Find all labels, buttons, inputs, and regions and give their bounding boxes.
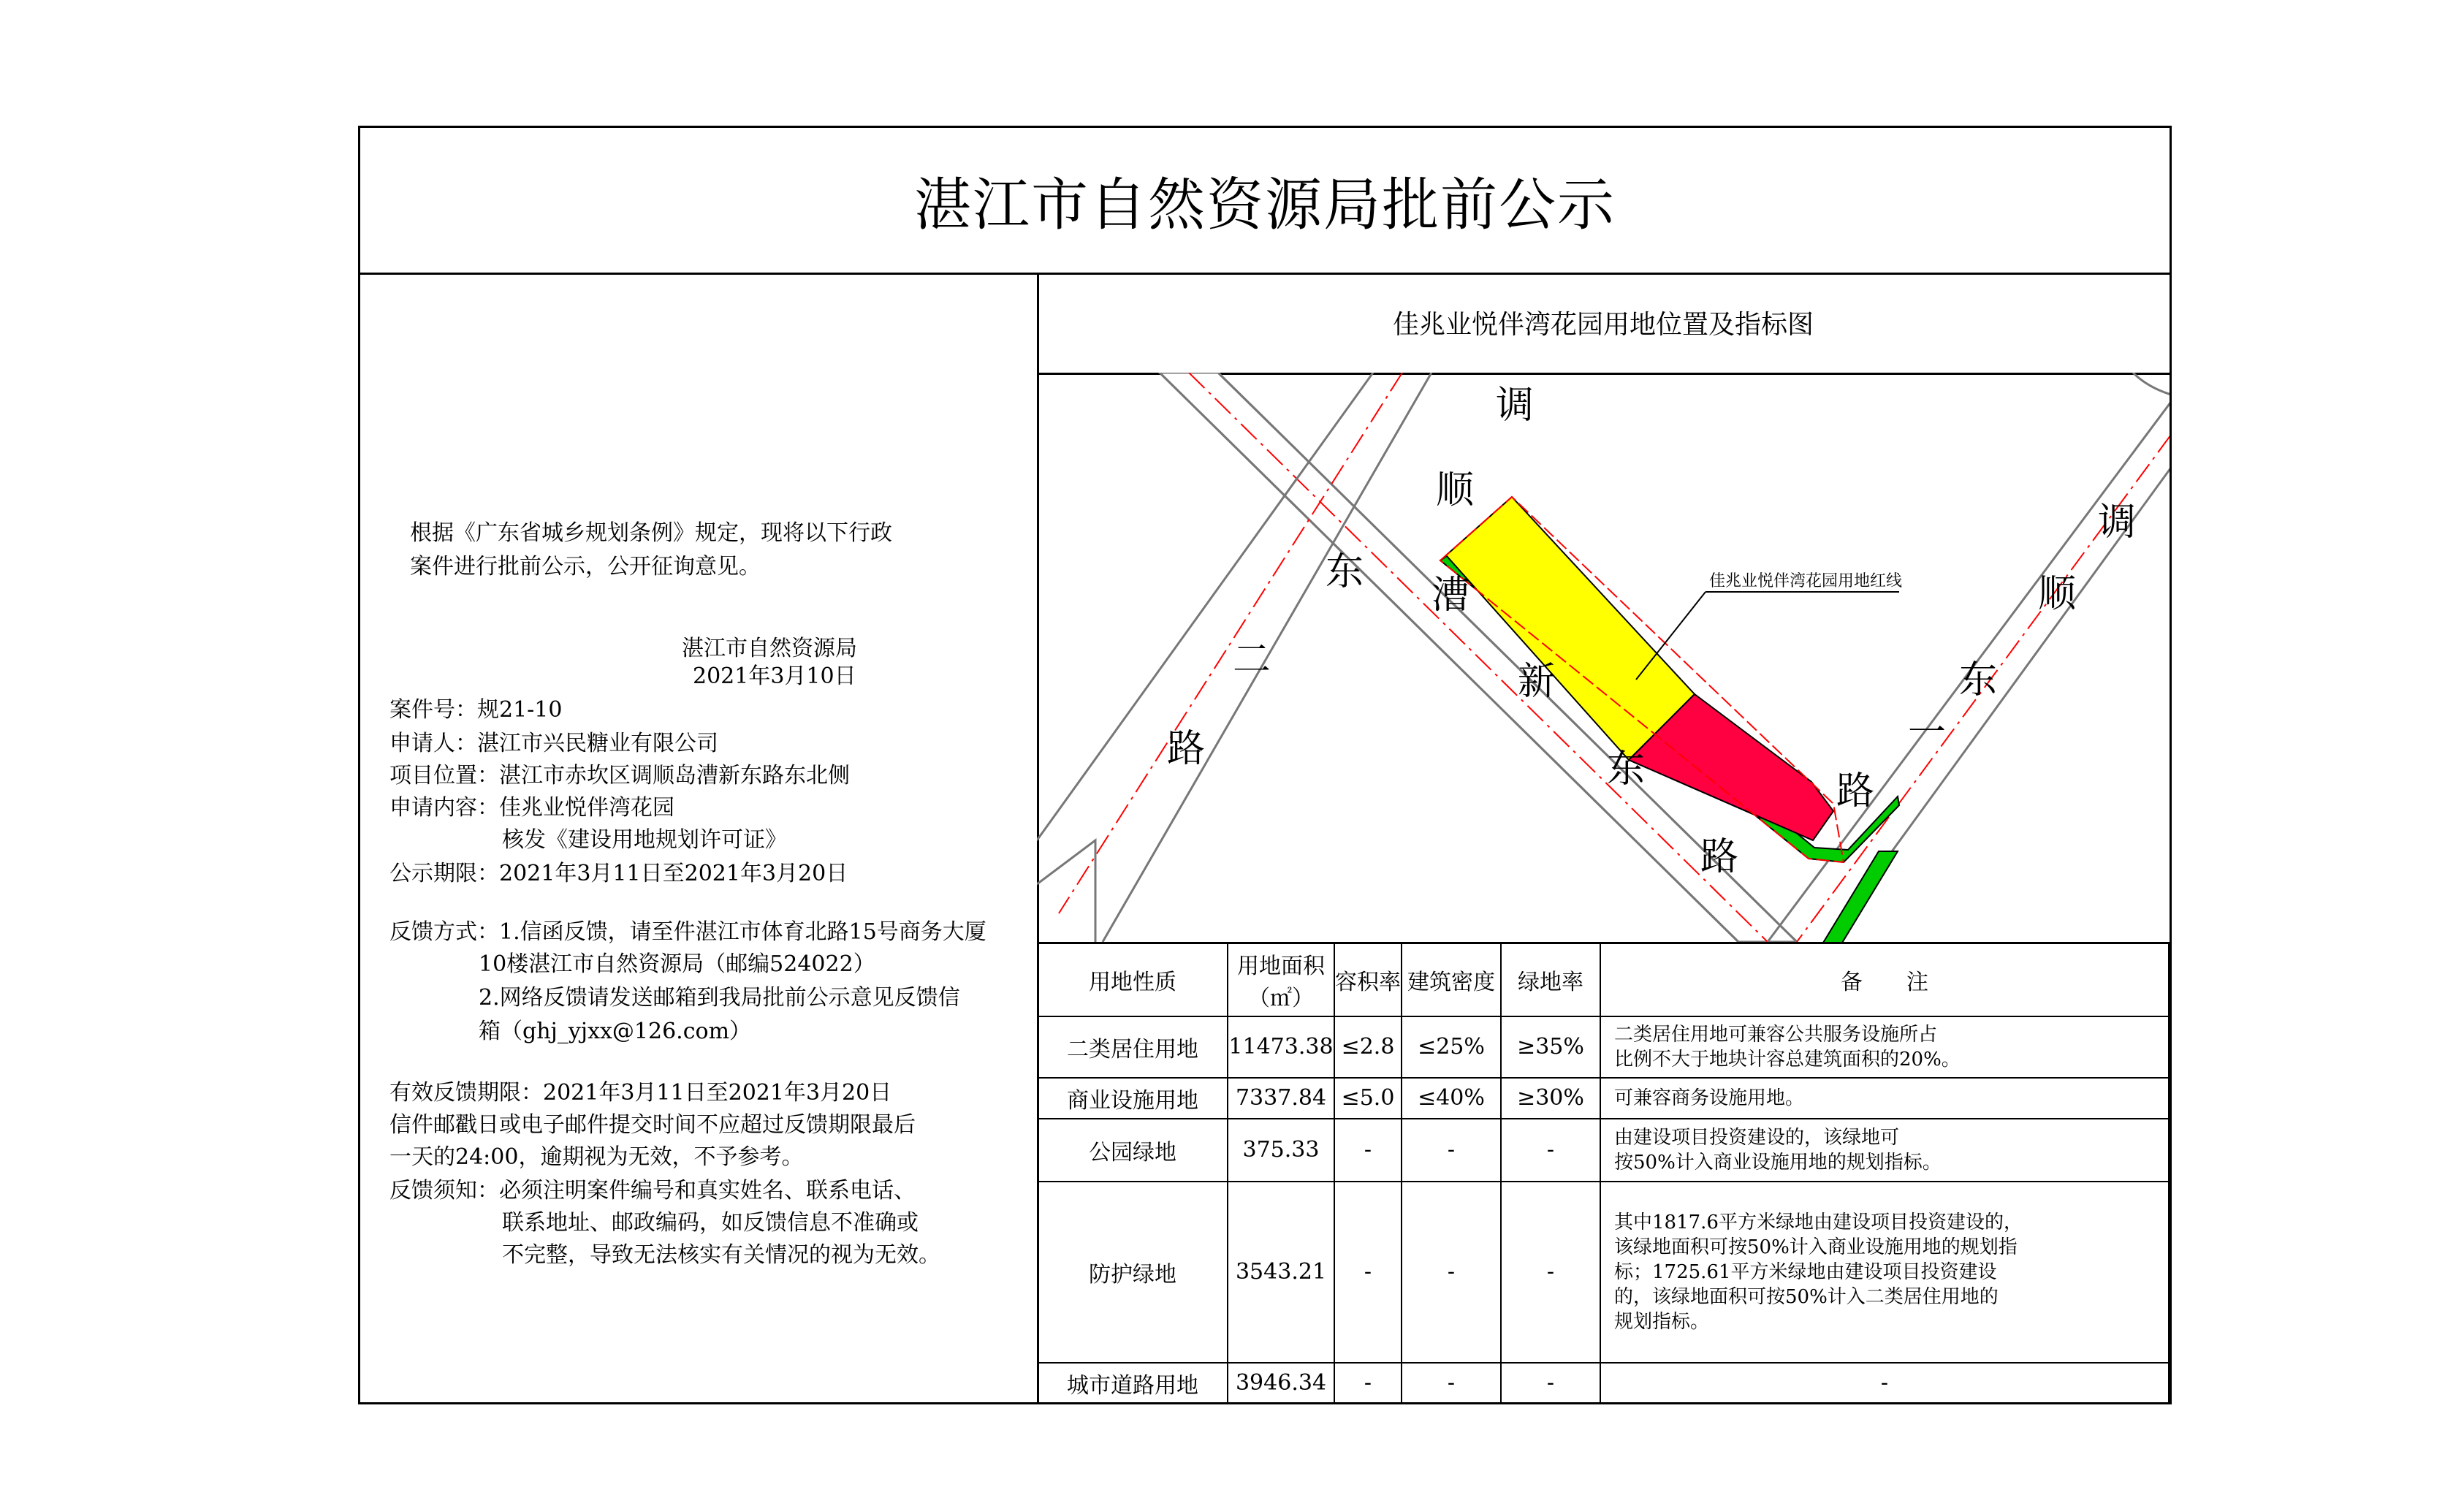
notice-frame: [358, 126, 2172, 1404]
table-header-row: [1038, 943, 2169, 1016]
feedback-email: 箱（ghj_yjxx@126.com）: [479, 1019, 752, 1044]
road-label: 调: [2098, 501, 2137, 544]
cell-remarks: 可兼容商务设施用地。: [1600, 1078, 2169, 1119]
table-row: [1038, 1016, 2169, 1078]
cell-green-rate: -: [1501, 1363, 1600, 1404]
table-row: [1038, 1119, 2169, 1182]
road-label: 东: [1959, 658, 1998, 702]
header-green-rate: 绿地率: [1501, 943, 1600, 1016]
header-area: 用地面积 （㎡）: [1228, 943, 1334, 1016]
cell-area: 3543.21: [1228, 1182, 1334, 1363]
header-far: 容积率: [1334, 943, 1402, 1016]
road-label: 路: [1167, 727, 1206, 771]
cell-remarks: -: [1600, 1363, 2169, 1404]
cell-remarks: 二类居住用地可兼容公共服务设施所占 比例不大于地块计容总建筑面积的20%。: [1600, 1016, 2169, 1078]
application-content: 申请内容：佳兆业悦伴湾花园: [389, 795, 674, 821]
header-remarks: 备 注: [1600, 943, 2169, 1016]
cell-area: 375.33: [1228, 1119, 1334, 1182]
header-density: 建筑密度: [1402, 943, 1501, 1016]
feedback-method: 反馈方式：1.信函反馈，请至件湛江市体育北路15号商务大厦: [389, 919, 986, 945]
issuer: 湛江市自然资源局: [682, 636, 857, 661]
road-label: 漕: [1431, 574, 1470, 617]
land-index-table: [1037, 942, 2170, 1404]
feedback-method: 10楼湛江市自然资源局（邮编524022）: [479, 951, 875, 977]
table-row: [1038, 1182, 2169, 1363]
cell-density: -: [1402, 1182, 1501, 1363]
park-green-strip: [1819, 851, 1898, 942]
road-label: 顺: [1436, 468, 1475, 512]
map-title: 佳兆业悦伴湾花园用地位置及指标图: [1037, 273, 2170, 375]
cell-green-rate: ≥35%: [1501, 1016, 1600, 1078]
applicant: 申请人：湛江市兴民糖业有限公司: [389, 731, 718, 756]
cell-area: 11473.38: [1228, 1016, 1334, 1078]
road-label: 顺: [2038, 572, 2077, 616]
feedback-method: 2.网络反馈请发送邮箱到我局批前公示意见反馈信: [479, 985, 960, 1011]
feedback-notice: 联系地址、邮政编码，如反馈信息不准确或: [502, 1210, 919, 1236]
road-label: 东: [1326, 550, 1364, 594]
cell-density: -: [1402, 1363, 1501, 1404]
project-location: 项目位置：湛江市赤坎区调顺岛漕新东路东北侧: [389, 763, 850, 788]
cell-density: -: [1402, 1119, 1501, 1182]
valid-period: 有效反馈期限：2021年3月11日至2021年3月20日: [389, 1080, 892, 1106]
cell-density: ≤25%: [1402, 1016, 1501, 1078]
road-label: 新: [1518, 660, 1556, 704]
redline-leader: [1636, 592, 1706, 680]
cell-area: 7337.84: [1228, 1078, 1334, 1119]
cell-area: 3946.34: [1228, 1363, 1334, 1404]
intro-text: 根据《广东省城乡规划条例》规定，现将以下行政: [410, 520, 892, 546]
cell-remarks: 由建设项目投资建设的，该绿地可 按50%计入商业设施用地的规划指标。: [1600, 1119, 2169, 1182]
feedback-notice: 不完整，导致无法核实有关情况的视为无效。: [502, 1242, 940, 1268]
page-title: 湛江市自然资源局批前公示: [360, 128, 2170, 275]
table-row: [1038, 1078, 2169, 1119]
cell-far: ≤2.8: [1334, 1016, 1402, 1078]
cell-remarks: 其中1817.6平方米绿地由建设项目投资建设的， 该绿地面积可按50%计入商业设施用地的规划指 标；1725.61平方米绿地由建设项目投资建设 的，该绿地面积可按50%计入二类居住用地的 规划指标。: [1600, 1182, 2169, 1363]
table-row: [1038, 1363, 2169, 1404]
cell-land-type: 二类居住用地: [1038, 1016, 1228, 1078]
road-label: 一: [1908, 711, 1947, 755]
application-content: 核发《建设用地规划许可证》: [502, 827, 787, 853]
cell-green-rate: -: [1501, 1182, 1600, 1363]
site-map-svg: [1037, 373, 2170, 942]
cell-far: -: [1334, 1363, 1402, 1404]
cell-land-type: 防护绿地: [1038, 1182, 1228, 1363]
case-number: 案件号：规21-10: [389, 697, 563, 723]
cell-land-type: 城市道路用地: [1038, 1363, 1228, 1404]
valid-period: 一天的24:00，逾期视为无效，不予参考。: [389, 1144, 804, 1170]
map-panel: [1037, 273, 2170, 1404]
publicity-period: 公示期限：2021年3月11日至2021年3月20日: [389, 861, 848, 886]
site-location-map: [1037, 373, 2170, 942]
cell-land-type: 商业设施用地: [1038, 1078, 1228, 1119]
cell-far: -: [1334, 1119, 1402, 1182]
cell-far: -: [1334, 1182, 1402, 1363]
road-label: 调: [1496, 384, 1535, 427]
cell-density: ≤40%: [1402, 1078, 1501, 1119]
cell-green-rate: ≥30%: [1501, 1078, 1600, 1119]
issue-date: 2021年3月10日: [693, 663, 856, 689]
road-label: 二: [1233, 638, 1271, 682]
notice-text-panel: [360, 273, 1039, 1404]
cell-far: ≤5.0: [1334, 1078, 1402, 1119]
valid-period: 信件邮戳日或电子邮件提交时间不应超过反馈期限最后: [389, 1112, 916, 1138]
intro-text: 案件进行批前公示，公开征询意见。: [410, 554, 761, 579]
road-label: 东: [1607, 748, 1646, 791]
feedback-notice: 反馈须知：必须注明案件编号和真实姓名、联系电话、: [389, 1178, 916, 1203]
redline-label: 佳兆业悦伴湾花园用地红线: [1709, 572, 1903, 590]
cell-land-type: 公园绿地: [1038, 1119, 1228, 1182]
header-land-type: 用地性质: [1038, 943, 1228, 1016]
cell-green-rate: -: [1501, 1119, 1600, 1182]
road-label: 路: [1836, 769, 1875, 813]
road-label: 路: [1700, 835, 1739, 879]
